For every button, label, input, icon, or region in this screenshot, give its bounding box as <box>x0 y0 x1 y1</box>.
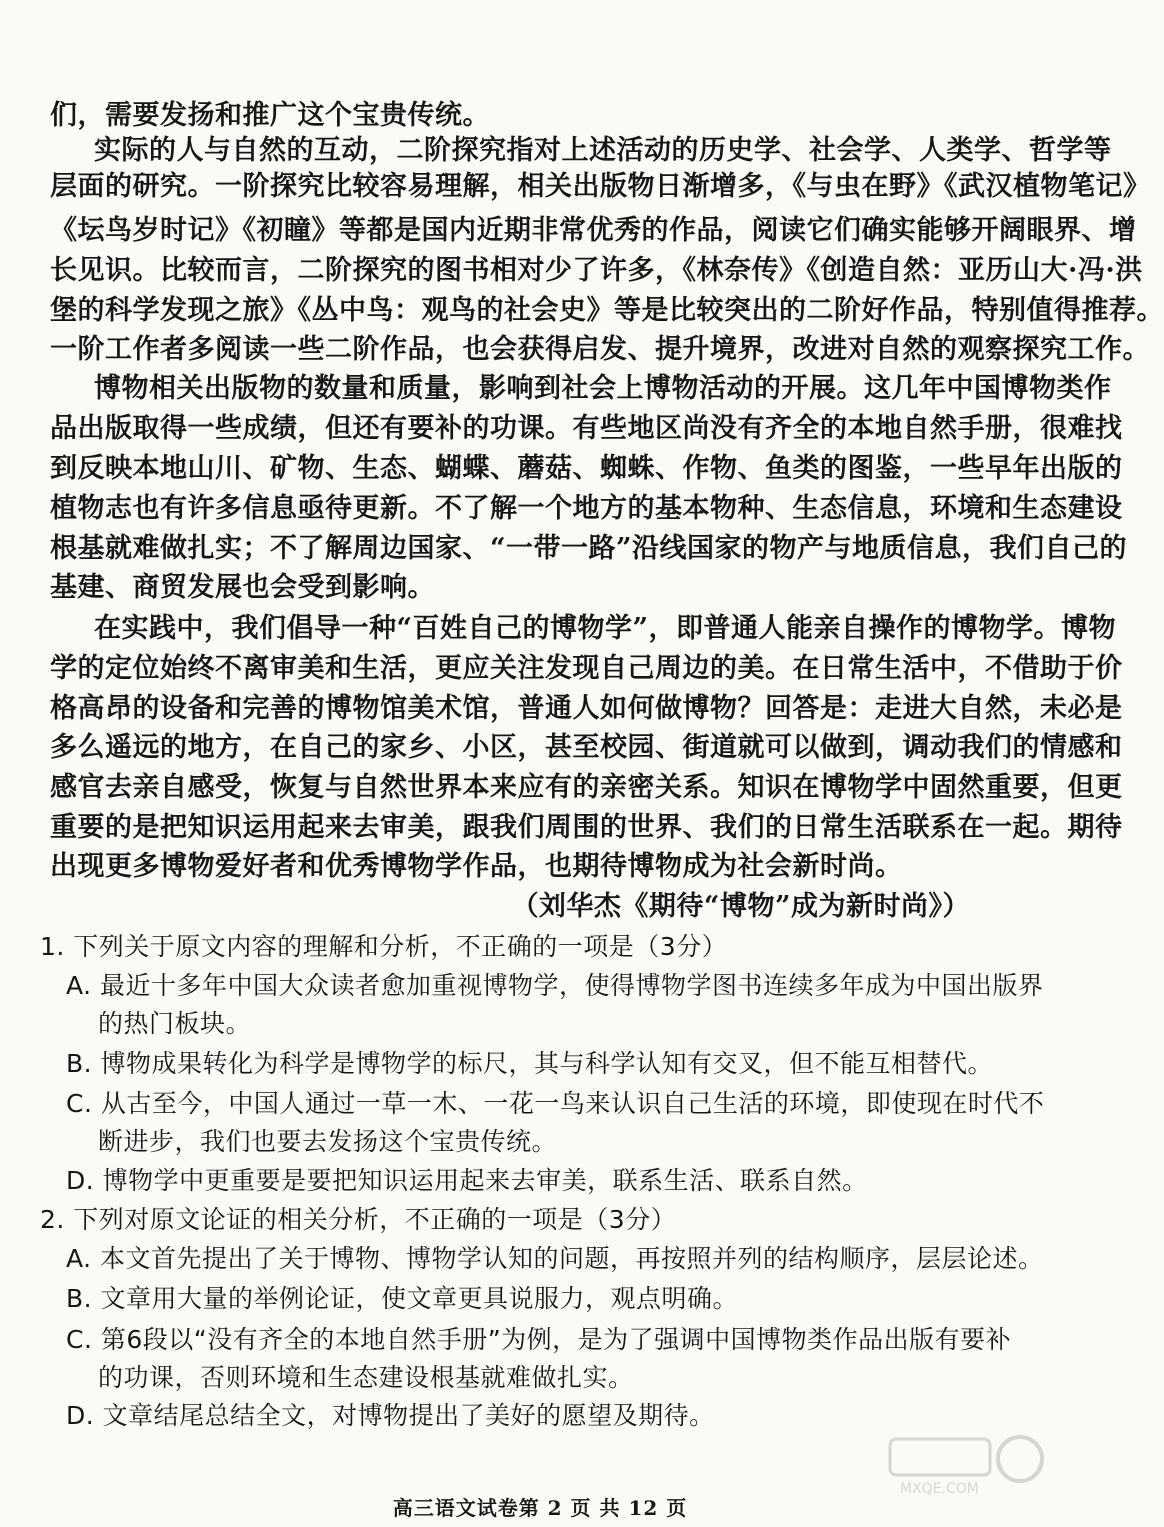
q1-option-c-cont: 断进步，我们也要去发扬这个宝贵传统。 <box>98 1127 558 1156</box>
q2-option-c-cont: 的功课，否则环境和生态建设根基就难做扎实。 <box>98 1363 634 1392</box>
q1-option-d: D. 博物学中更重要是要把知识运用起来去审美，联系生活、联系自然。 <box>66 1166 868 1195</box>
passage-line: 根基就难做扎实；不了解周边国家、“一带一路”沿线国家的物产与地质信息，我们自己的 <box>50 533 1128 564</box>
watermark-logo <box>880 1429 1050 1499</box>
passage-line: 格高昂的设备和完善的博物馆美术馆，普通人如何做博物？回答是：走进大自然，未必是 <box>50 693 1123 724</box>
q1-option-a-cont: 的热门板块。 <box>98 1009 252 1038</box>
passage-line: 感官去亲自感受，恢复与自然世界本来应有的亲密关系。知识在博物学中固然重要，但更 <box>50 772 1123 803</box>
passage-line: 博物相关出版物的数量和质量，影响到社会上博物活动的开展。这几年中国博物类作 <box>94 373 1112 404</box>
watermark-icon <box>880 1429 1050 1499</box>
q2-option-d: D. 文章结尾总结全文，对博物提出了美好的愿望及期待。 <box>66 1401 715 1430</box>
q1-option-b: B. 博物成果转化为科学是博物学的标尺，其与科学认知有交叉，但不能互相替代。 <box>66 1049 994 1078</box>
q1-option-c: C. 从古至今，中国人通过一草一木、一花一鸟来认识自己生活的环境，即使现在时代不 <box>66 1089 1045 1118</box>
passage-line: 实际的人与自然的互动，二阶探究指对上述活动的历史学、社会学、人类学、哲学等 <box>94 135 1112 166</box>
q1-option-a: A. 最近十多年中国大众读者愈加重视博物学，使得博物学图书连续多年成为中国出版界 <box>66 971 1044 1000</box>
passage-line: 重要的是把知识运用起来去审美，跟我们周围的世界、我们的日常生活联系在一起。期待 <box>50 812 1123 843</box>
passage-line: 《坛鸟岁时记》《初瞳》等都是国内近期非常优秀的作品，阅读它们确实能够开阔眼界、增 <box>50 215 1137 246</box>
source-citation: （刘华杰《期待“博物”成为新时尚》） <box>511 891 970 922</box>
passage-line: 堡的科学发现之旅》《丛中鸟：观鸟的社会史》等是比较突出的二阶好作品，特别值得推荐。 <box>50 295 1164 326</box>
passage-line: 出现更多博物爱好者和优秀博物学作品，也期待博物成为社会新时尚。 <box>50 851 903 882</box>
q2-option-a: A. 本文首先提出了关于博物、博物学认知的问题，再按照并列的结构顺序，层层论述。 <box>66 1244 1044 1273</box>
passage-line: 长见识。比较而言，二阶探究的图书相对少了许多，《林奈传》《创造自然：亚历山大·冯·洪 <box>50 255 1143 286</box>
passage-line: 学的定位始终不离审美和生活，更应关注发现自己周边的美。在日常生活中，不借助于价 <box>50 653 1123 684</box>
passage-line: 们，需要发扬和推广这个宝贵传统。 <box>50 100 490 131</box>
passage-line: 层面的研究。一阶探究比较容易理解，相关出版物日渐增多，《与虫在野》《武汉植物笔记》 <box>50 171 1151 202</box>
passage-line: 品出版取得一些成绩，但还有要补的功课。有些地区尚没有齐全的本地自然手册，很难找 <box>50 413 1123 444</box>
passage-line: 在实践中，我们倡导一种“百姓自己的博物学”，即普通人能亲自操作的博物学。博物 <box>94 613 1117 644</box>
passage-line: 到反映本地山川、矿物、生态、蝴蝶、蘑菇、蜘蛛、作物、鱼类的图鉴，一些早年出版的 <box>50 453 1123 484</box>
passage-line: 多么遥远的地方，在自己的家乡、小区，甚至校园、街道就可以做到，调动我们的情感和 <box>50 732 1123 763</box>
page-footer: 高三语文试卷第 2 页 共 12 页 <box>392 1496 688 1520</box>
q2-option-c: C. 第6段以“没有齐全的本地自然手册”为例，是为了强调中国博物类作品出版有要补 <box>66 1325 1012 1354</box>
passage-line: 一阶工作者多阅读一些二阶作品，也会获得启发、提升境界，改进对自然的观察探究工作。 <box>50 334 1150 365</box>
question-2-stem: 2. 下列对原文论证的相关分析，不正确的一项是（3分） <box>40 1205 677 1234</box>
passage-line: 植物志也有许多信息亟待更新。不了解一个地方的基本物种、生态信息，环境和生态建设 <box>50 493 1123 524</box>
passage-line: 基建、商贸发展也会受到影响。 <box>50 572 435 603</box>
q2-option-b: B. 文章用大量的举例论证，使文章更具说服力，观点明确。 <box>66 1284 739 1313</box>
watermark-text: MXQE.COM <box>900 1481 979 1497</box>
question-1-stem: 1. 下列关于原文内容的理解和分析，不正确的一项是（3分） <box>40 932 728 961</box>
